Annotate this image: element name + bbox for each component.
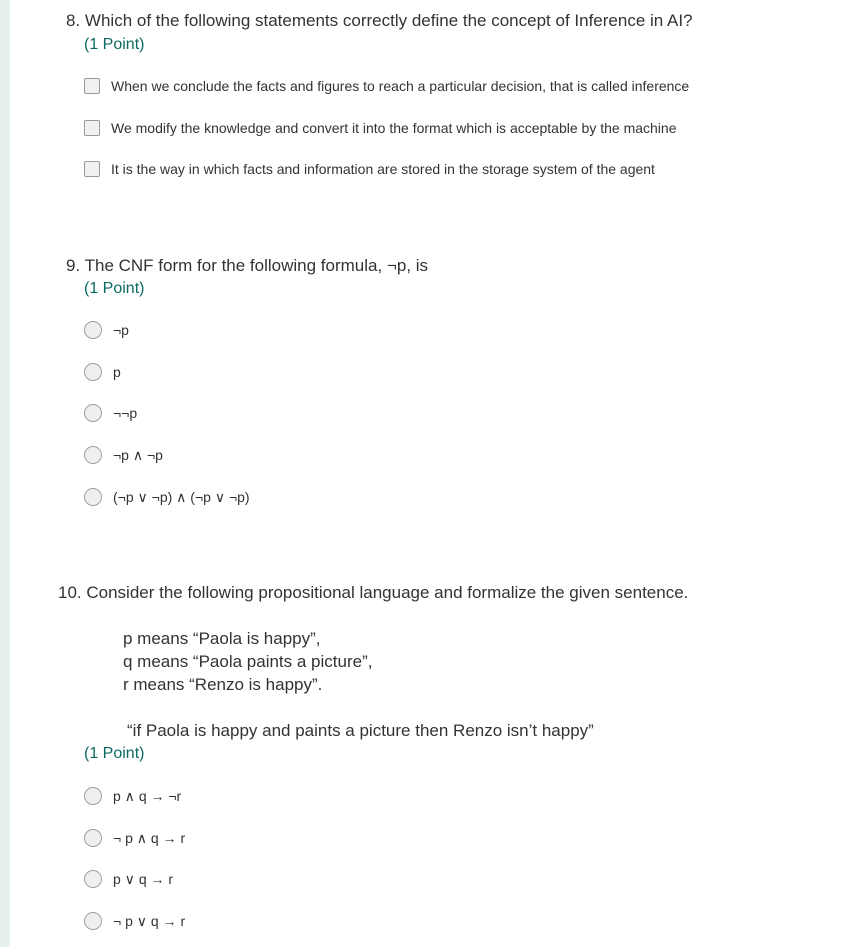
question-description-line: r means “Renzo is happy”. [123, 675, 323, 694]
question-description-line: p means “Paola is happy”, [123, 629, 321, 648]
radio-icon[interactable] [84, 829, 102, 847]
option-radio[interactable] [84, 785, 181, 807]
radio-icon[interactable] [84, 363, 102, 381]
option-radio[interactable] [84, 486, 250, 508]
radio-icon[interactable] [84, 404, 102, 422]
radio-icon[interactable] [84, 870, 102, 888]
option-radio[interactable] [84, 444, 163, 466]
question-number: 10. [58, 583, 82, 602]
option-checkbox[interactable] [84, 158, 655, 180]
checkbox-icon[interactable] [84, 161, 100, 177]
option-label: It is the way in which facts and information are stored in the storage system of the agent [111, 161, 655, 177]
radio-icon[interactable] [84, 912, 102, 930]
option-radio[interactable] [84, 361, 121, 383]
option-label: We modify the knowledge and convert it into the format which is acceptable by the machine [111, 120, 677, 136]
question-points: (1 Point) [84, 280, 145, 297]
radio-icon[interactable] [84, 321, 102, 339]
option-radio[interactable] [84, 402, 137, 424]
option-radio[interactable] [84, 910, 185, 932]
option-label: ¬ p ∧ q → r [113, 829, 186, 846]
option-label: ¬p ∧ ¬p [113, 446, 163, 463]
question-text: Which of the following statements correctly define the concept of Inference in AI? [84, 11, 693, 30]
question-description-sentence: “if Paola is happy and paints a picture then Renzo isn’t happy” [127, 721, 594, 740]
question-text: Consider the following propositional language and formalize the given sentence. [86, 583, 689, 602]
question-title [66, 10, 693, 32]
checkbox-icon[interactable] [84, 120, 100, 136]
option-label: ¬¬p [113, 405, 138, 421]
question-title [58, 582, 688, 604]
option-radio[interactable] [84, 319, 129, 341]
radio-icon[interactable] [84, 488, 102, 506]
checkbox-icon[interactable] [84, 78, 100, 94]
option-radio[interactable] [84, 827, 185, 849]
question-points: (1 Point) [84, 36, 145, 53]
radio-icon[interactable] [84, 787, 102, 805]
question-points: (1 Point) [84, 745, 145, 762]
option-label: ¬p [113, 322, 129, 338]
option-radio[interactable] [84, 868, 173, 890]
option-label: p [113, 364, 121, 380]
left-accent-bar [0, 0, 10, 947]
option-label: p ∨ q → r [113, 870, 174, 887]
radio-icon[interactable] [84, 446, 102, 464]
option-label: p ∧ q → ¬r [113, 787, 182, 804]
option-label: When we conclude the facts and figures to reach a particular decision, that is called inference [111, 78, 690, 94]
option-label: ¬ p ∨ q → r [113, 912, 186, 929]
option-checkbox[interactable] [84, 75, 689, 97]
question-description-line: q means “Paola paints a picture”, [123, 652, 373, 671]
question-number: 9. [66, 256, 81, 275]
question-title [66, 255, 428, 277]
option-label: (¬p ∨ ¬p) ∧ (¬p ∨ ¬p) [113, 488, 250, 505]
option-checkbox[interactable] [84, 117, 677, 139]
question-number: 8. [66, 11, 81, 30]
question-text: The CNF form for the following formula, ¬p, is [84, 256, 429, 275]
